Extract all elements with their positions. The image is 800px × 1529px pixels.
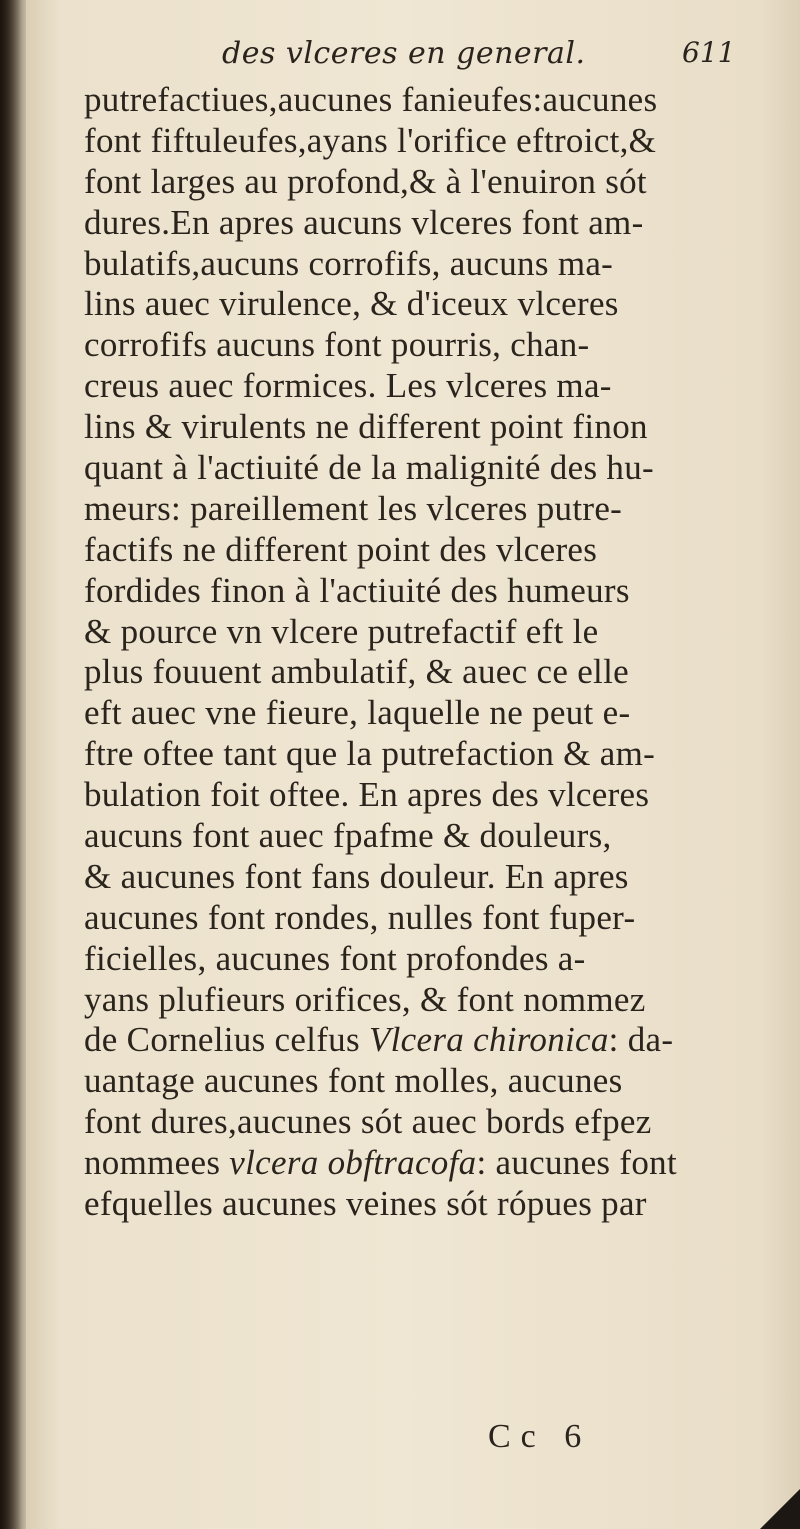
running-head: des vlceres en general. [222, 36, 586, 71]
text-line: font dures,aucunes sót auec bords efpez [84, 1102, 652, 1142]
gutter-shadow [0, 0, 26, 1529]
text-line: meurs: pareillement les vlceres putre- [84, 488, 623, 528]
text-line: plus fouuent ambulatif, & auec ce elle [84, 652, 629, 692]
text-line: de Cornelius celfus Vlcera chironica: da- [84, 1020, 674, 1060]
text-line: lins & virulents ne different point finon [84, 407, 648, 447]
text-line: putrefactiues,aucunes fanieufes:aucunes [84, 80, 658, 119]
latin-term: Vlcera chironica [368, 1020, 609, 1060]
text-line: creus auec formices. Les vlceres ma- [84, 366, 612, 406]
text-line: ficielles, aucunes font profondes a- [84, 938, 586, 978]
text-line: aucuns font auec fpafme & douleurs, [84, 816, 612, 856]
text-line: corrofifs aucuns font pourris, chan- [84, 325, 590, 365]
latin-term: vlcera obftracofa [229, 1143, 477, 1183]
page-corner [760, 1489, 800, 1529]
text-line: & pource vn vlcere putrefactif eft le [84, 611, 599, 651]
text-line: dures.En apres aucuns vlceres font am- [84, 202, 644, 242]
text-line: yans plufieurs orifices, & font nommez [84, 979, 646, 1019]
text-line: bulation foit oftee. En apres des vlceres [84, 775, 650, 815]
text-line: uantage aucunes font molles, aucunes [84, 1061, 623, 1101]
text-line: bulatifs,aucuns corrofifs, aucuns ma- [84, 243, 614, 283]
text-line: font fiftuleufes,ayans l'orifice eftroict,& [84, 120, 657, 160]
text-line: font larges au profond,& à l'enuiron sót [84, 161, 647, 201]
signature-mark: Cc 6 [488, 1418, 592, 1455]
text-line: fordides finon à l'actiuité des humeurs [84, 570, 630, 610]
body-text [84, 80, 764, 1225]
text-line: nommees vlcera obftracofa: aucunes font [84, 1143, 677, 1183]
text-line: lins auec virulence, & d'iceux vlceres [84, 284, 619, 324]
text-line: eft auec vne fieure, laquelle ne peut e- [84, 693, 631, 733]
text-line: factifs ne different point des vlceres [84, 529, 598, 569]
text-line: ftre oftee tant que la putrefaction & am- [84, 734, 656, 774]
text-line: & aucunes font fans douleur. En apres [84, 856, 629, 896]
text-line: aucunes font rondes, nulles font fuper- [84, 897, 636, 937]
text-line: quant à l'actiuité de la malignité des hu- [84, 448, 654, 488]
text-line: efquelles aucunes veines sót rópues par [84, 1184, 647, 1224]
page-number: 611 [682, 36, 736, 69]
